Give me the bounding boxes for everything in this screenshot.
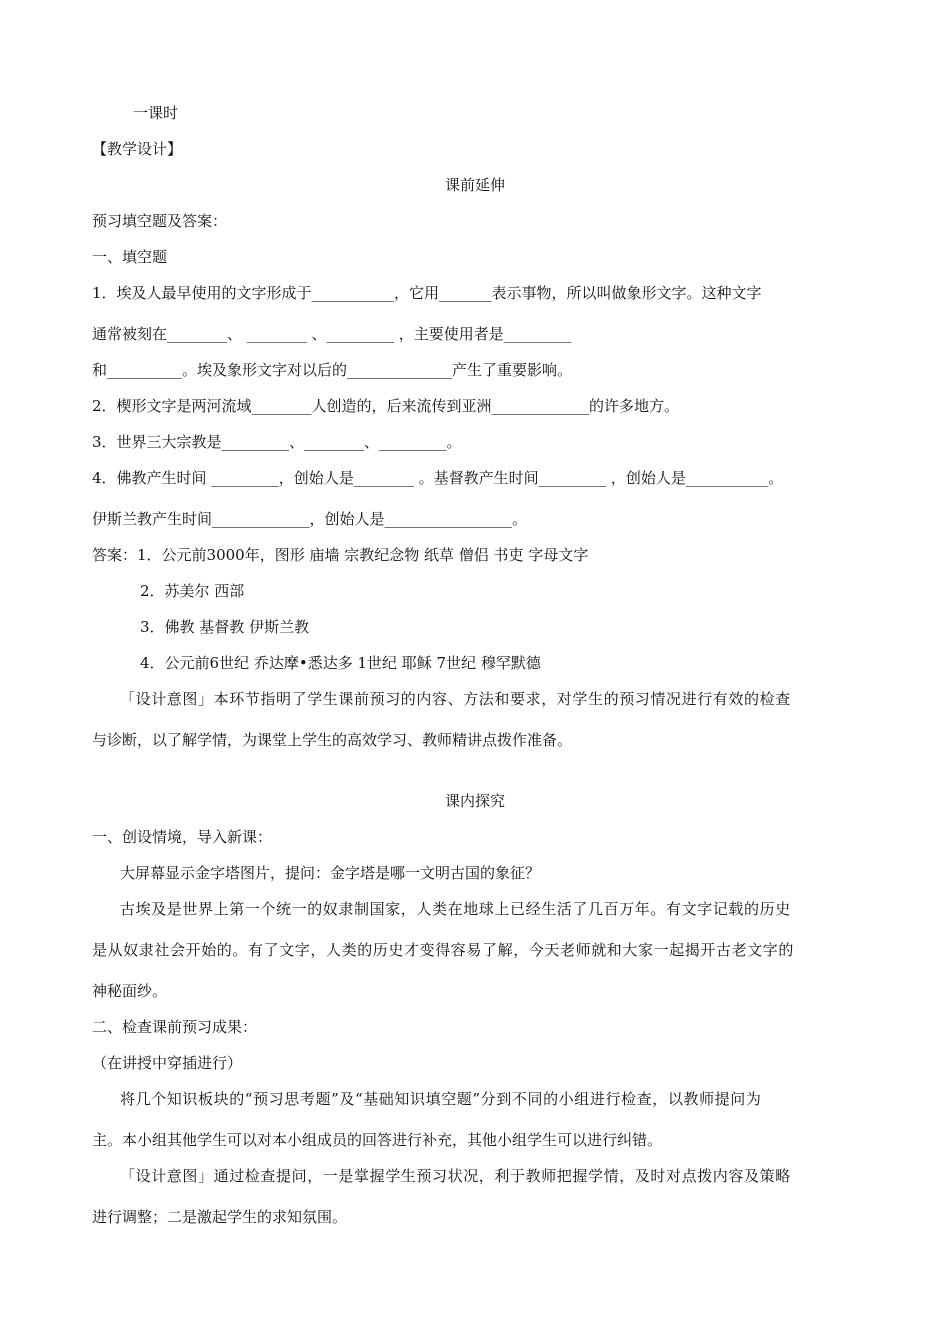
question-3: 3．世界三大宗教是_________、________、_________。: [92, 433, 462, 451]
section-1-paragraph-2-line-2: 是从奴隶社会开始的。有了文字，人类的历史才变得容易了解，今天老师就和大家一起揭开古老文字的: [92, 941, 795, 959]
question-1-line-1: 1．埃及人最早使用的文字形成于___________，它用_______表示事物，所以叫做象形文字。这种文字: [92, 284, 762, 302]
section-2-note: （在讲授中穿插进行）: [92, 1054, 243, 1072]
inclass-title: 课内探究: [444, 792, 505, 810]
section-2-heading: 二、检查课前预习成果：: [92, 1018, 258, 1036]
section-1-paragraph-2-line-3: 神秘面纱。: [92, 982, 168, 1000]
question-4-line-2: 伊斯兰教产生时间_____________，创始人是_________________。: [92, 510, 528, 528]
question-1-line-3: 和__________。埃及象形文字对以后的______________产生了重要影响。: [92, 361, 573, 379]
fill-blank-section: 一、填空题: [92, 248, 168, 266]
section-1-heading: 一、创设情境，导入新课：: [92, 828, 273, 846]
section-1-paragraph-2-line-1: 古埃及是世界上第一个统一的奴隶制国家，人类在地球上已经生活了几百万年。有文字记载的历史: [120, 900, 791, 918]
section-1-paragraph-1: 大屏幕显示金字塔图片，提问：金字塔是哪一文明古国的象征？: [120, 864, 541, 882]
design-intent-1-line-2: 与诊断，以了解学情，为课堂上学生的高效学习、教师精讲点拨作准备。: [92, 731, 573, 749]
answer-3: 3．佛教 基督教 伊斯兰教: [140, 618, 310, 636]
section-2-paragraph-line-1: 将几个知识板块的“预习思考题”及“基础知识填空题”分到不同的小组进行检查，以教师提问为: [120, 1090, 762, 1108]
design-intent-1-line-1: 「设计意图」本环节指明了学生课前预习的内容、方法和要求，对学生的预习情况进行有效的检查: [120, 690, 791, 708]
answer-1: 答案：1．公元前3000年，图形 庙墙 宗教纪念物 纸草 僧侣 书吏 字母文字: [92, 546, 589, 564]
question-1-line-2: 通常被刻在________、 ________ 、_________ ，主要使用者是_________: [92, 325, 572, 343]
answer-2: 2．苏美尔 西部: [140, 582, 245, 600]
question-2: 2．楔形文字是两河流域________人创造的，后来流传到亚洲_____________的许多地方。: [92, 397, 680, 415]
design-intent-2-line-1: 「设计意图」通过检查提问，一是掌握学生预习状况，利于教师把握学情，及时对点拨内容及策略: [120, 1167, 791, 1185]
question-4-line-1: 4．佛教产生时间 _________，创始人是________ 。基督教产生时间_________ ，创始人是___________。: [92, 469, 784, 487]
preclass-title: 课前延伸: [444, 176, 505, 194]
preclass-intro: 预习填空题及答案：: [92, 212, 228, 230]
design-heading: 【教学设计】: [92, 140, 183, 158]
section-2-paragraph-line-2: 主。本小组其他学生可以对本小组成员的回答进行补充，其他小组学生可以进行纠错。: [92, 1131, 663, 1149]
class-period: 一课时: [133, 104, 179, 122]
answer-4: 4．公元前6世纪 乔达摩•悉达多 1世纪 耶稣 7世纪 穆罕默德: [140, 654, 541, 672]
design-intent-2-line-2: 进行调整；二是激起学生的求知氛围。: [92, 1208, 348, 1226]
